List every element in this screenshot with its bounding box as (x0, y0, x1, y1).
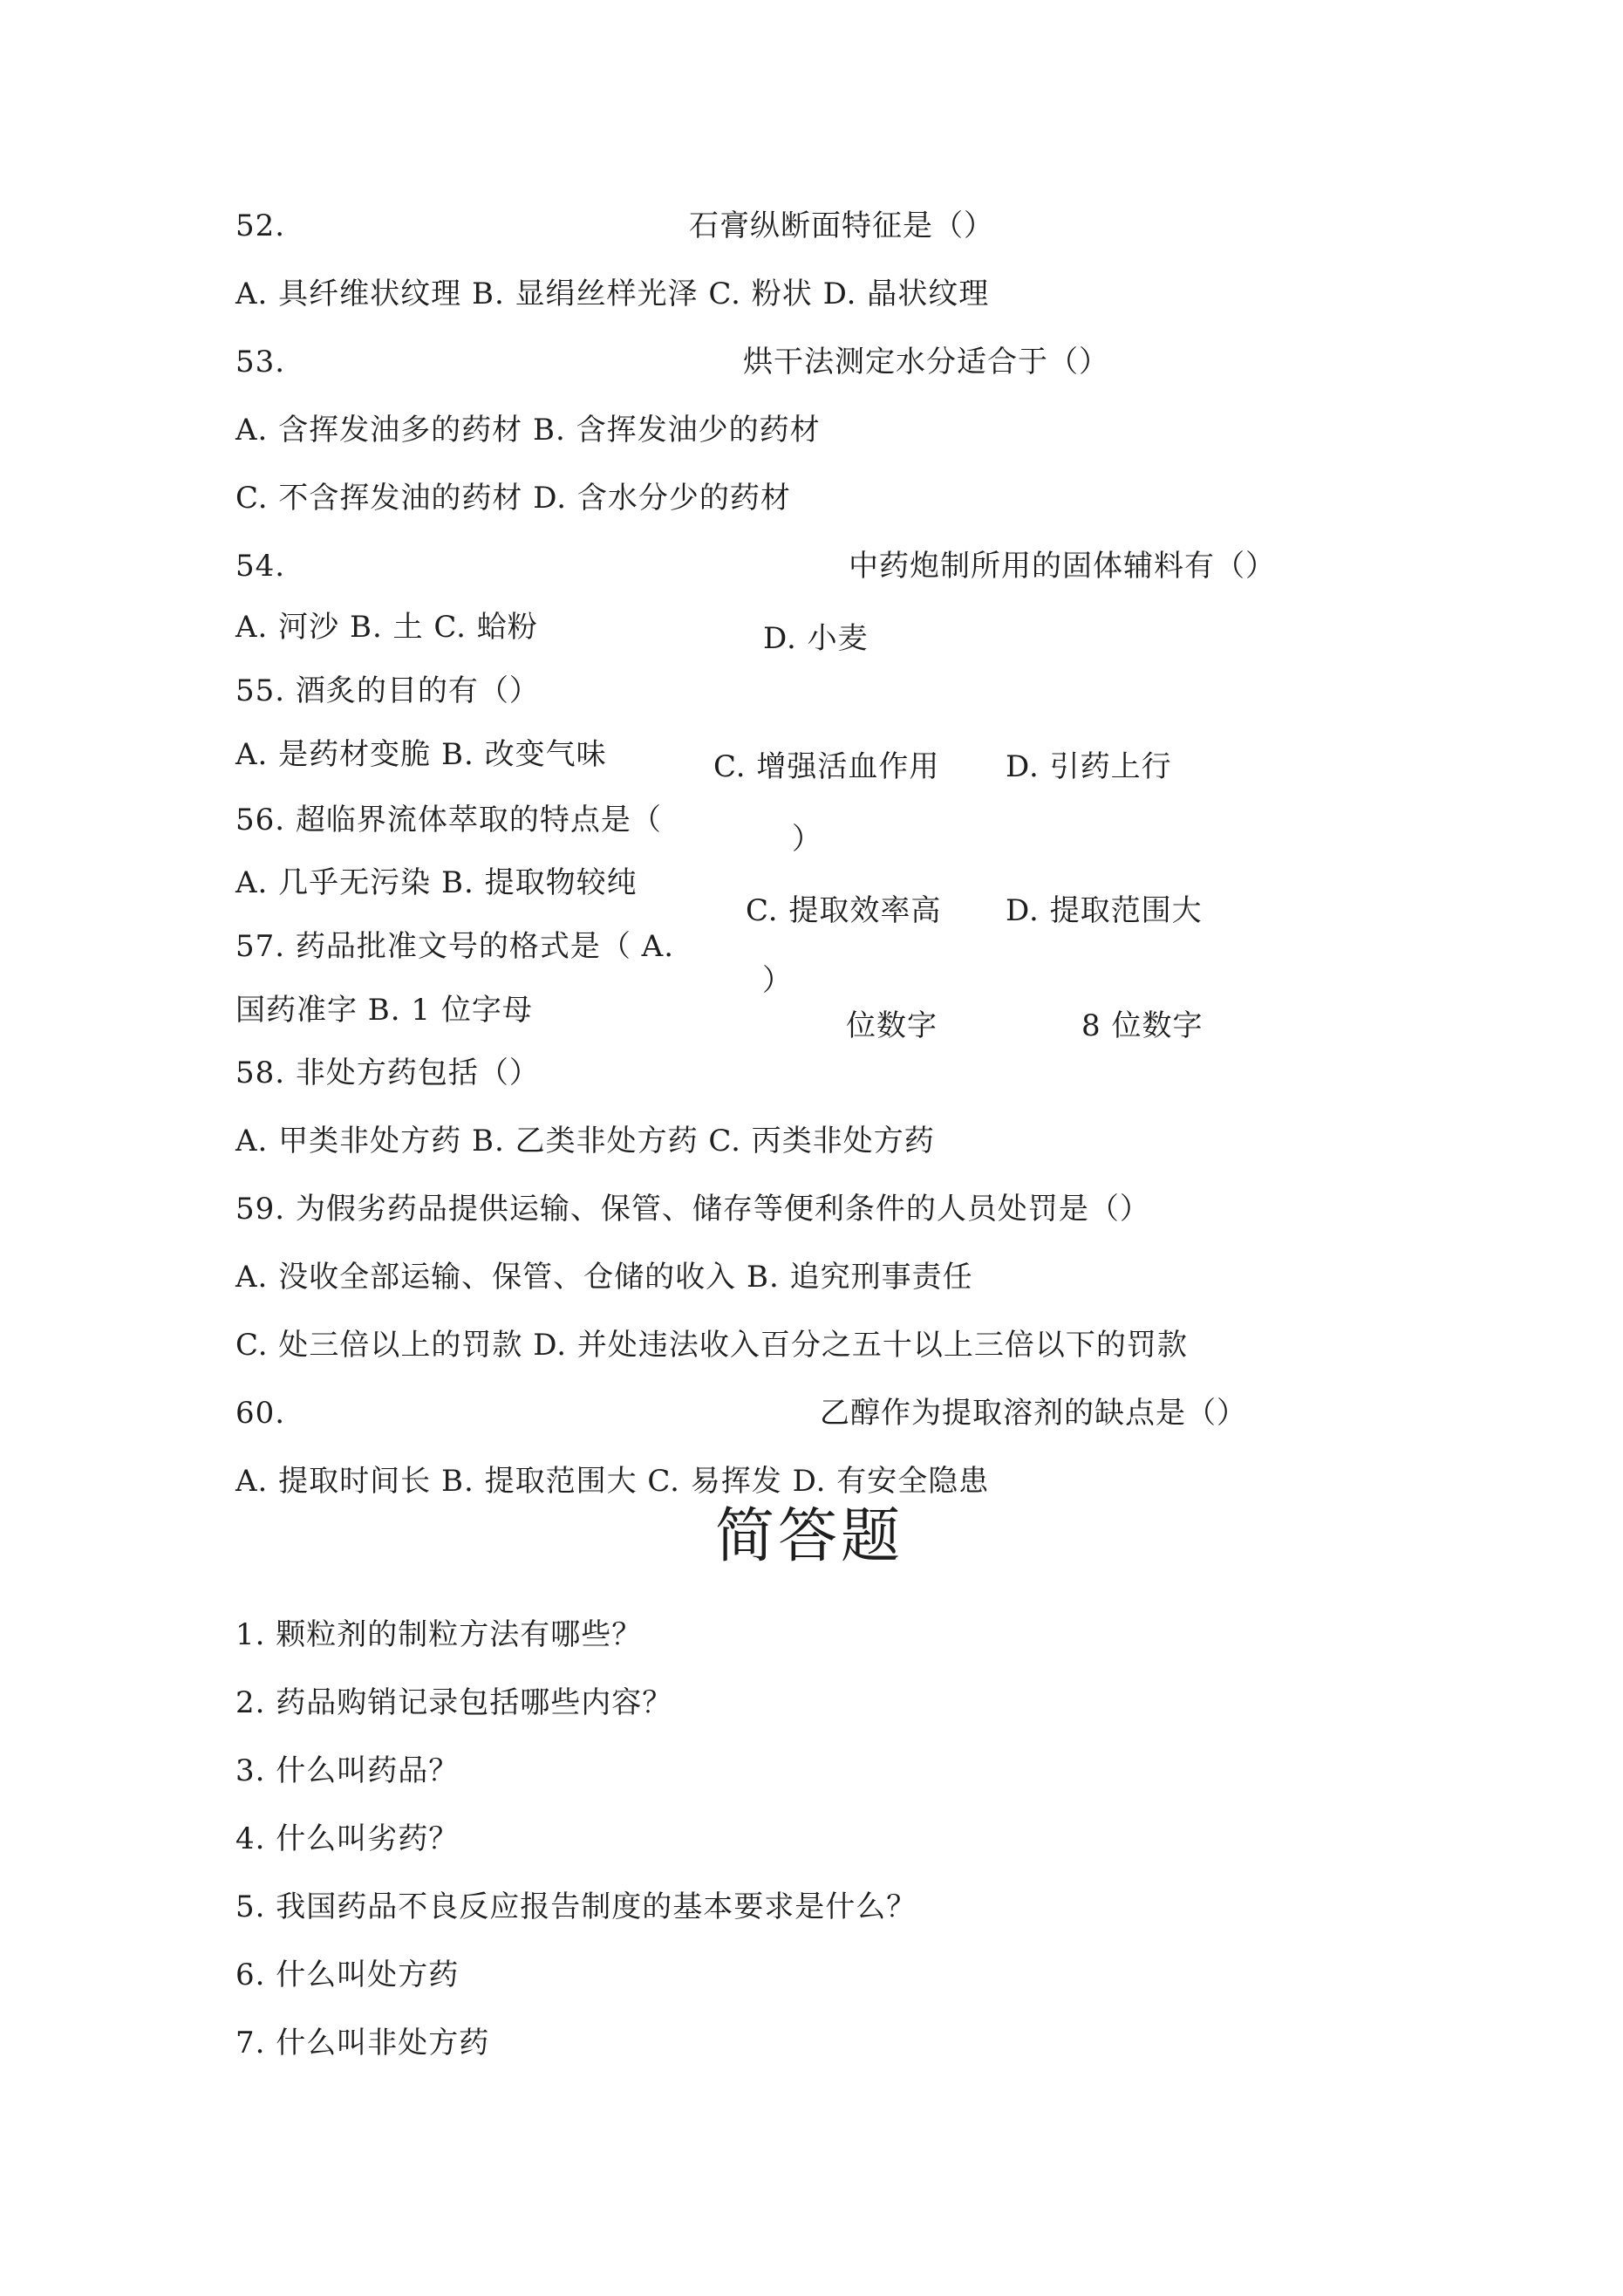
q58-options: A. 甲类非处方药 B. 乙类非处方药 C. 丙类非处方药 (235, 1124, 935, 1158)
q59-stem: 59. 为假劣药品提供运输、保管、储存等便利条件的人员处罚是（） (235, 1192, 1150, 1227)
q57-stem: 57. 药品批准文号的格式是（ A. (235, 929, 675, 964)
q57-options-ab: 国药准字 B. 1 位字母 (235, 993, 533, 1028)
q58-stem: 58. 非处方药包括（） (235, 1056, 540, 1090)
q60-number: 60. (235, 1396, 286, 1431)
q60-stem: 乙醇作为提取溶剂的缺点是（） (820, 1396, 1247, 1431)
short-answer-7: 7. 什么叫非处方药 (235, 2026, 490, 2060)
q56-stem: 56. 超临界流体萃取的特点是（ (235, 803, 662, 837)
q55-option-d: D. 引药上行 (1006, 749, 1172, 784)
short-answer-4: 4. 什么叫劣药？ (235, 1821, 460, 1856)
short-answer-2: 2. 药品购销记录包括哪些内容？ (235, 1685, 673, 1720)
q60-options: A. 提取时间长 B. 提取范围大 C. 易挥发 D. 有安全隐患 (235, 1464, 990, 1499)
q52-number: 52. (235, 208, 286, 243)
q56-option-c: C. 提取效率高 (746, 893, 942, 928)
q54-options-abc: A. 河沙 B. 土 C. 蛤粉 (235, 610, 538, 645)
q56-options-ab: A. 几乎无污染 B. 提取物较纯 (235, 865, 638, 900)
q56-option-d: D. 提取范围大 (1006, 893, 1203, 928)
q53-number: 53. (235, 345, 286, 379)
q56-close-paren: ） (792, 822, 822, 857)
q57-close-paren: ） (762, 963, 793, 998)
q54-number: 54. (235, 549, 286, 584)
q55-option-c: C. 增强活血作用 (713, 749, 940, 784)
q55-stem: 55. 酒炙的目的有（） (235, 673, 540, 708)
q53-stem: 烘干法测定水分适合于（） (743, 345, 1109, 379)
q59-options-cd: C. 处三倍以上的罚款 D. 并处违法收入百分之五十以上三倍以下的罚款 (235, 1328, 1188, 1363)
q54-stem: 中药炮制所用的固体辅料有（） (849, 549, 1276, 584)
q52-stem: 石膏纵断面特征是（） (689, 208, 994, 243)
q57-clipped-options (820, 1008, 1230, 1049)
short-answer-6: 6. 什么叫处方药 (235, 1958, 460, 1992)
section-title: 简答题 (715, 1502, 904, 1571)
q57-clipped-option-c: 位数字 (846, 1008, 938, 1043)
q53-options-cd: C. 不含挥发油的药材 D. 含水分少的药材 (235, 481, 791, 516)
q57-clipped-option-d: 8 位数字 (1081, 1008, 1204, 1043)
q52-options: A. 具纤维状纹理 B. 显绢丝样光泽 C. 粉状 D. 晶状纹理 (235, 277, 990, 311)
q53-options-ab: A. 含挥发油多的药材 B. 含挥发油少的药材 (235, 413, 821, 448)
short-answer-5: 5. 我国药品不良反应报告制度的基本要求是什么？ (235, 1889, 917, 1924)
q55-options-ab: A. 是药材变脆 B. 改变气味 (235, 737, 607, 772)
short-answer-1: 1. 颗粒剂的制粒方法有哪些？ (235, 1617, 643, 1652)
q59-options-ab: A. 没收全部运输、保管、仓储的收入 B. 追究刑事责任 (235, 1260, 973, 1295)
q54-option-d: D. 小麦 (763, 621, 869, 656)
short-answer-3: 3. 什么叫药品？ (235, 1753, 460, 1788)
